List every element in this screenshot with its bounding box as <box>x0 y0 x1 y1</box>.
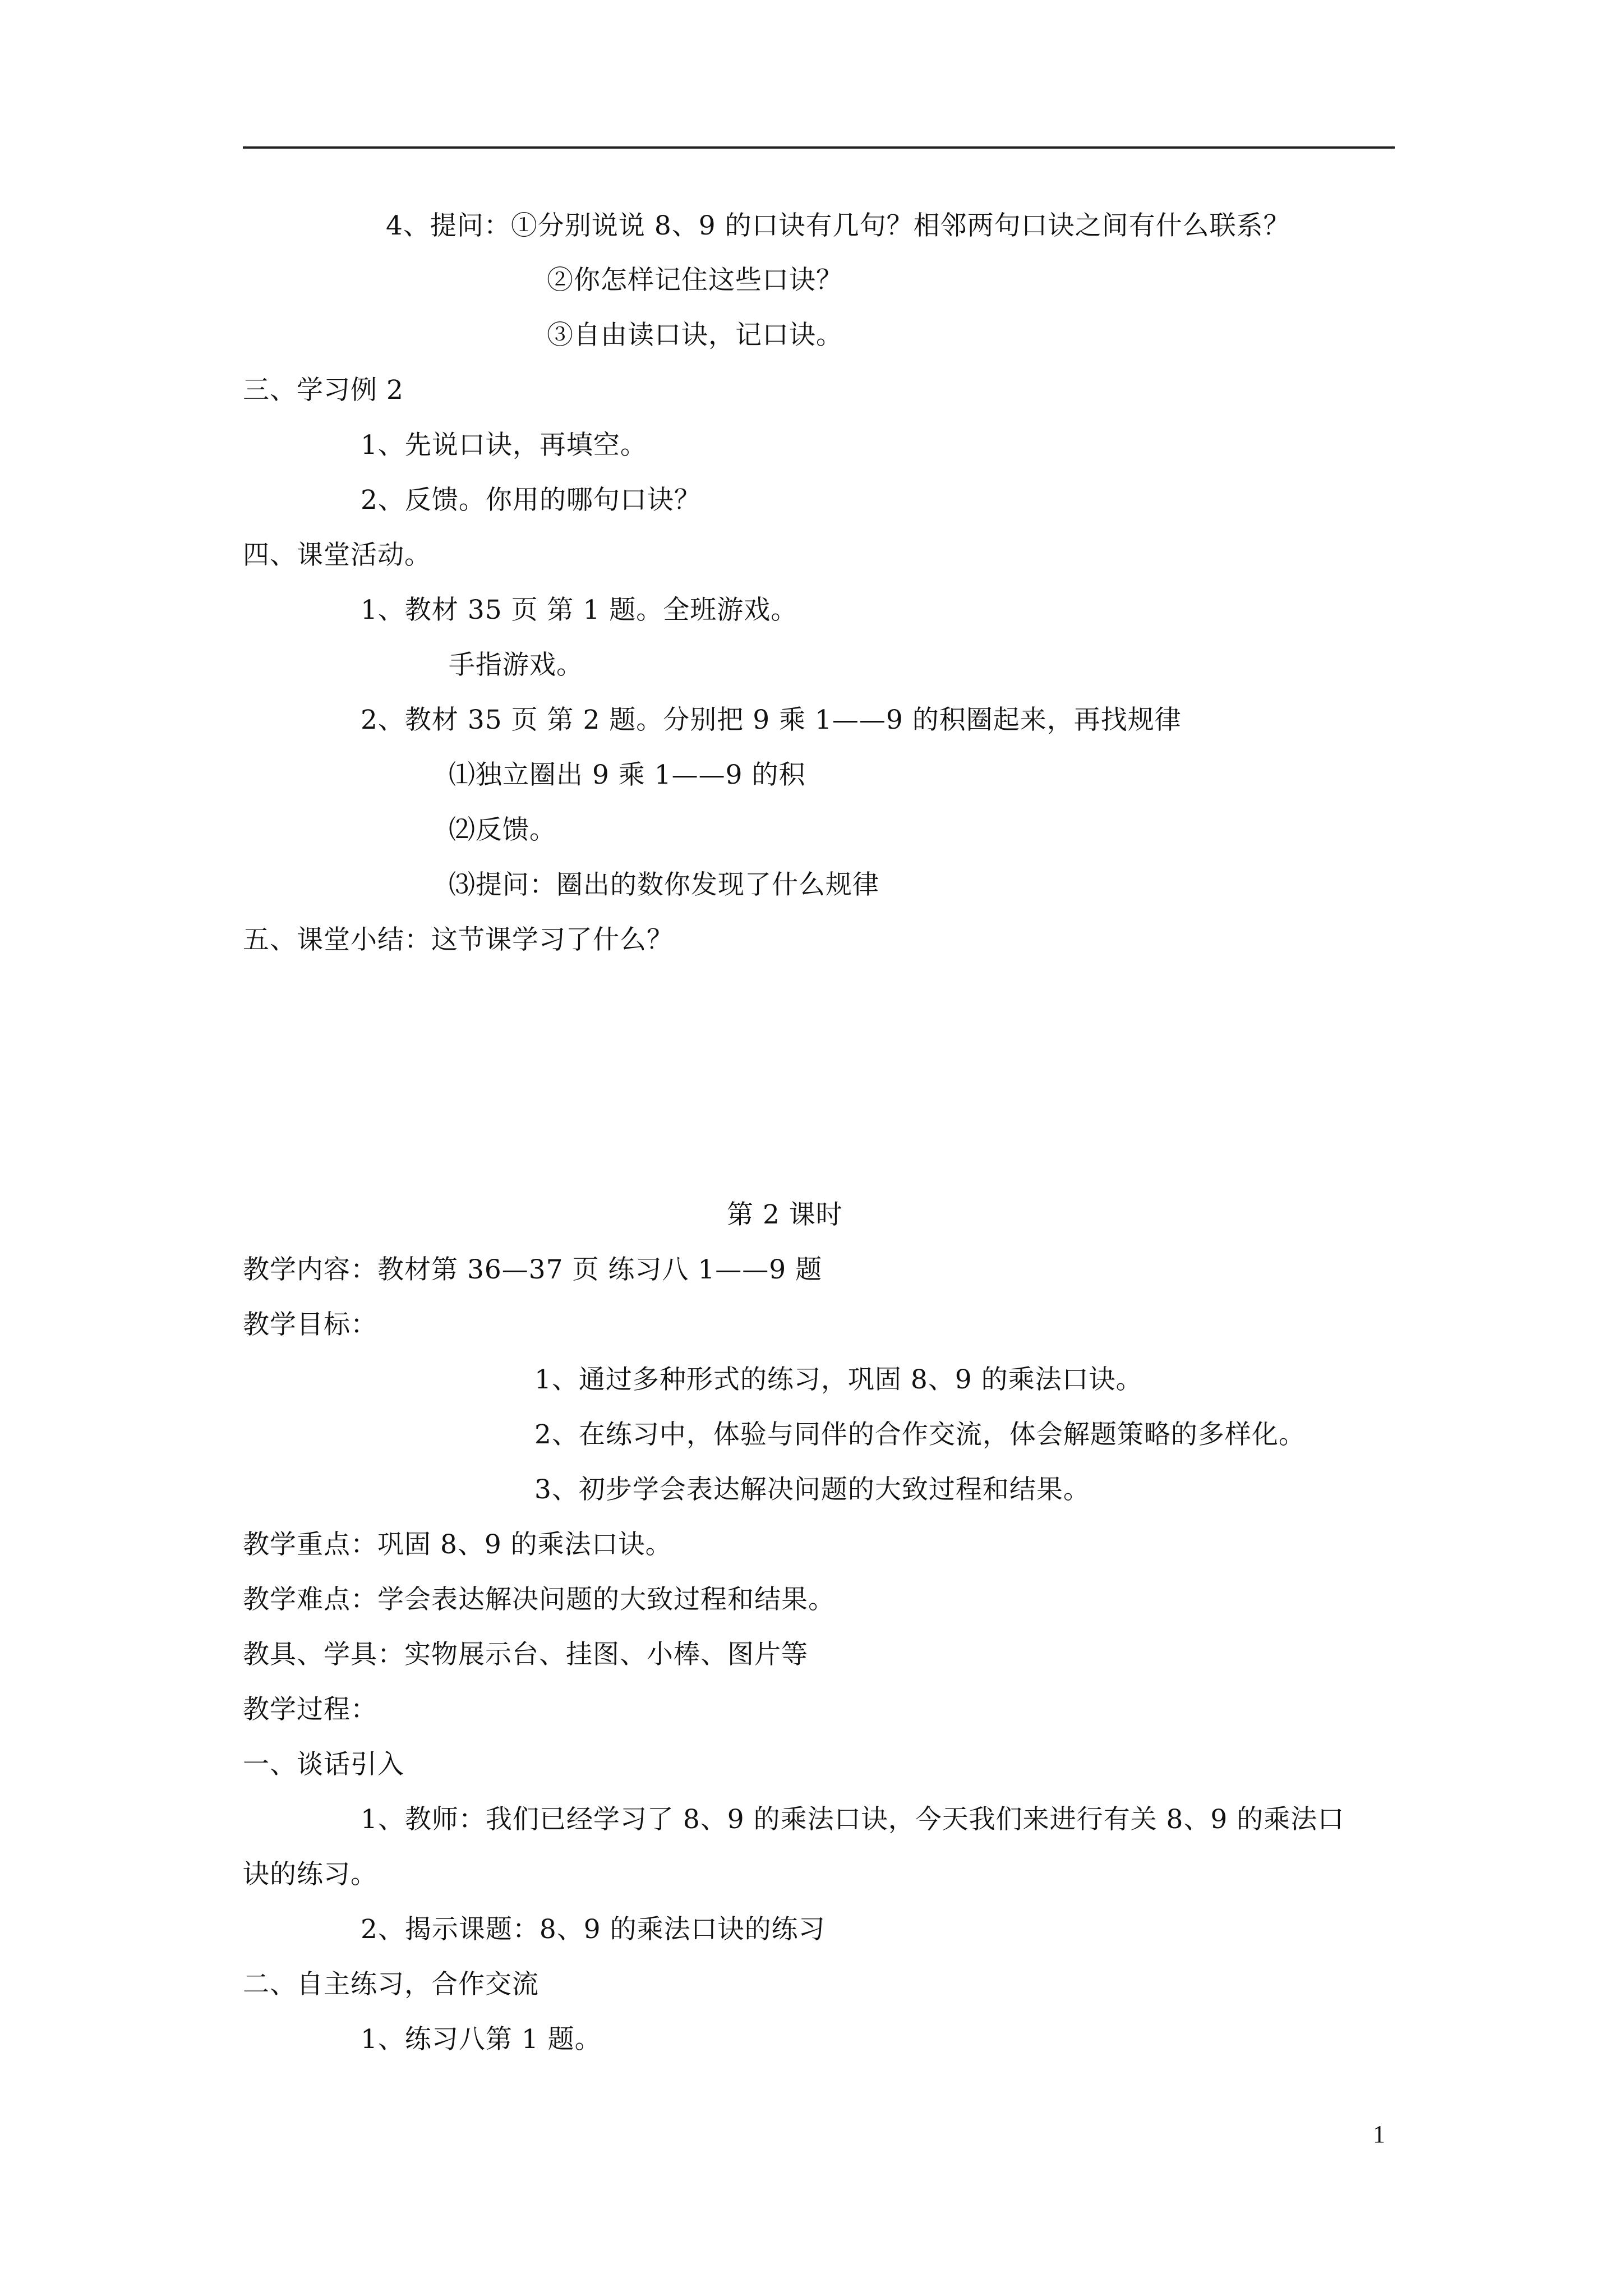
section-4-heading: 四、课堂活动。 <box>243 540 431 570</box>
section-4-item-2-sub-1: ⑴独立圈出 9 乘 1——9 的积 <box>449 760 806 790</box>
teaching-key-point: 教学重点：巩固 8、9 的乘法口诀。 <box>243 1529 672 1560</box>
lesson-2-section-1-heading: 一、谈话引入 <box>243 1749 404 1780</box>
lesson-2-section-1-item-1-line-2: 诀的练习。 <box>243 1859 377 1890</box>
lesson-2-section-2-heading: 二、自主练习，合作交流 <box>243 1969 539 2000</box>
section-3-item-1: 1、先说口诀，再填空。 <box>361 430 647 461</box>
section-4-item-2-sub-2: ⑵反馈。 <box>449 815 556 845</box>
section-3-item-2: 2、反馈。你用的哪句口诀？ <box>361 485 701 516</box>
teaching-goals-label: 教学目标： <box>243 1309 377 1340</box>
question-4-line-2: ②你怎样记住这些口诀？ <box>547 265 843 296</box>
page-number: 1 <box>1373 2120 1385 2148</box>
question-4-line-1: 4、提问：①分别说说 8、9 的口诀有几句？相邻两句口诀之间有什么联系？ <box>386 210 1290 241</box>
teaching-process-label: 教学过程： <box>243 1694 377 1725</box>
teaching-difficulty: 教学难点：学会表达解决问题的大致过程和结果。 <box>243 1584 835 1615</box>
section-4-item-1: 1、教材 35 页 第 1 题。全班游戏。 <box>361 595 798 625</box>
teaching-content: 教学内容：教材第 36—37 页 练习八 1——9 题 <box>243 1254 823 1285</box>
lesson-2-section-1-item-2: 2、揭示课题：8、9 的乘法口诀的练习 <box>361 1914 826 1945</box>
lesson-2-section-2-item-1: 1、练习八第 1 题。 <box>361 2024 602 2055</box>
teaching-goal-3: 3、初步学会表达解决问题的大致过程和结果。 <box>534 1474 1090 1505</box>
teaching-goal-2: 2、在练习中，体验与同伴的合作交流，体会解题策略的多样化。 <box>534 1419 1306 1450</box>
teaching-goal-1: 1、通过多种形式的练习，巩固 8、9 的乘法口诀。 <box>534 1364 1143 1395</box>
section-3-heading: 三、学习例 2 <box>243 375 404 406</box>
lesson-2-section-1-item-1-line-1: 1、教师：我们已经学习了 8、9 的乘法口诀，今天我们来进行有关 8、9 的乘法口 <box>361 1804 1345 1835</box>
section-4-item-1-sub: 手指游戏。 <box>449 650 583 680</box>
teaching-tools: 教具、学具：实物展示台、挂图、小棒、图片等 <box>243 1639 808 1670</box>
section-4-item-2: 2、教材 35 页 第 2 题。分别把 9 乘 1——9 的积圈起来，再找规律 <box>361 705 1182 735</box>
section-4-item-2-sub-3: ⑶提问：圈出的数你发现了什么规律 <box>449 869 879 900</box>
question-4-line-3: ③自由读口诀，记口诀。 <box>547 320 843 351</box>
lesson-2-title: 第 2 课时 <box>727 1199 843 1230</box>
section-5-heading: 五、课堂小结：这节课学习了什么？ <box>243 924 674 955</box>
header-rule <box>243 146 1395 149</box>
